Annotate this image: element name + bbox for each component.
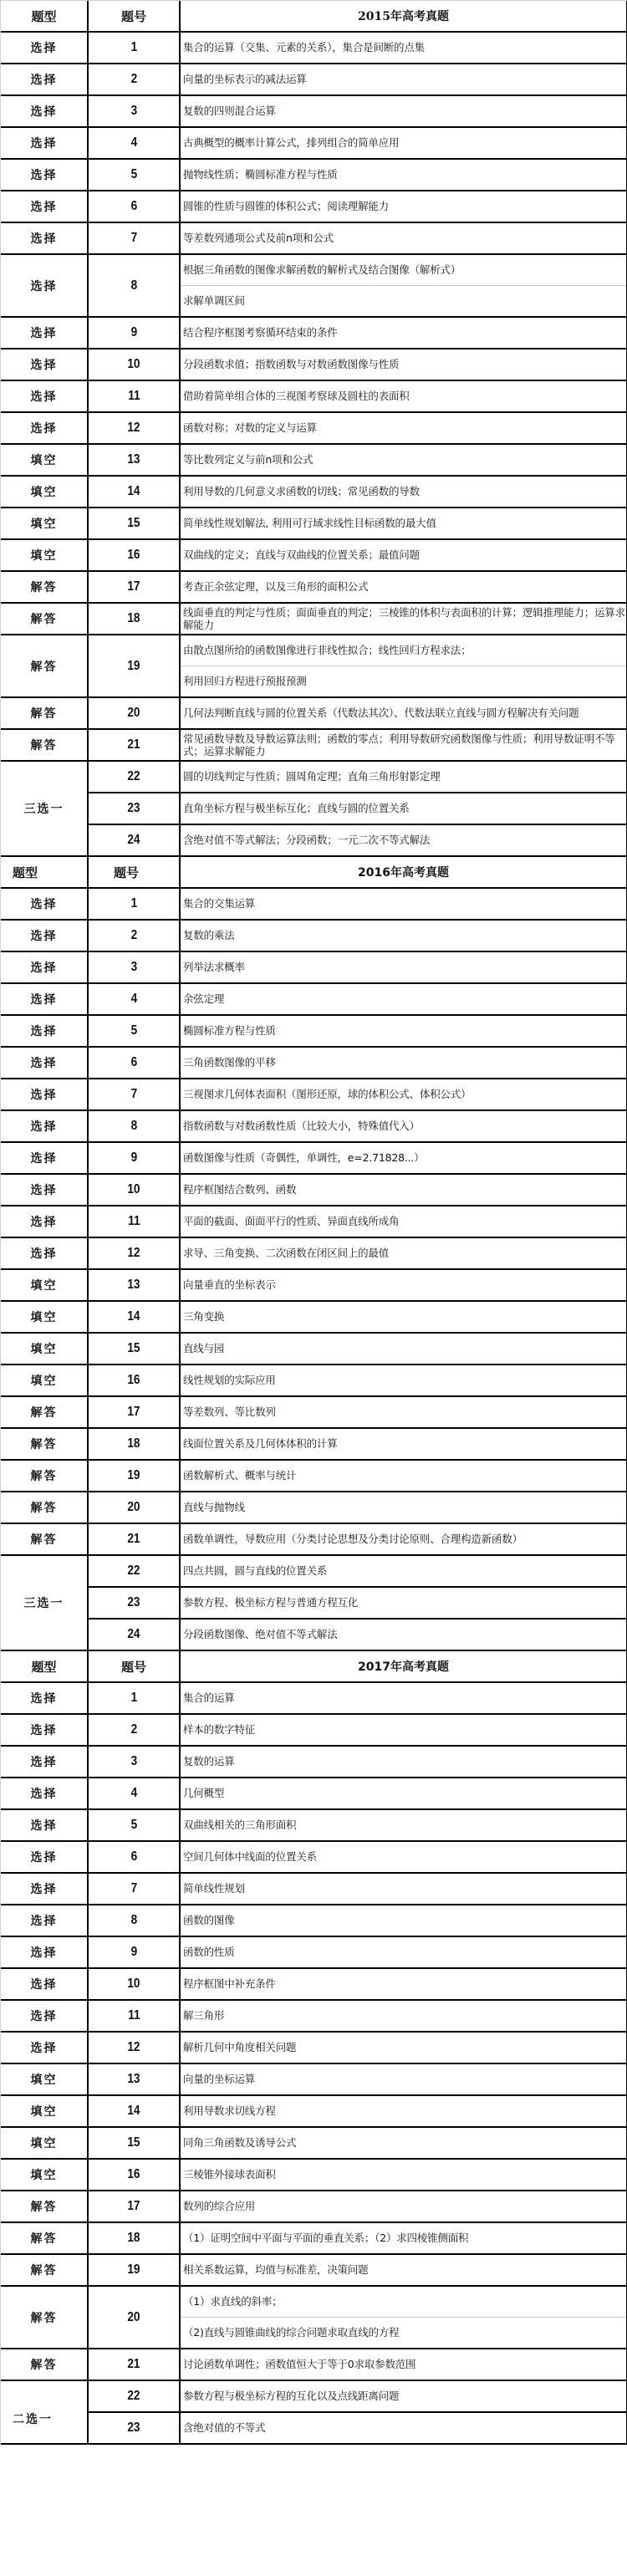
table-row	[1, 2254, 627, 2286]
question-number: 5	[88, 159, 180, 191]
question-number: 13	[88, 1269, 180, 1301]
question-type: 选择	[1, 1174, 88, 1206]
topic-cell[interactable]: 等差数列通项公式及前n项和公式	[180, 222, 627, 254]
question-number: 14	[88, 1301, 180, 1333]
topic-cell[interactable]: 函数的性质	[180, 1936, 627, 1968]
question-type: 选择	[1, 2032, 88, 2063]
question-number: 8	[88, 254, 180, 317]
question-type: 选择	[1, 2000, 88, 2032]
question-number: 20	[88, 697, 180, 729]
topic-cell[interactable]: 参数方程与极坐标方程的互化以及点线距离问题	[180, 2380, 627, 2412]
table-row	[1, 2349, 627, 2380]
question-number: 20	[88, 2286, 180, 2349]
topic-cell[interactable]: 讨论函数单调性；函数值恒大于等于0求取参数范围	[180, 2349, 627, 2380]
table-row	[1, 1396, 627, 1428]
question-type: 填空	[1, 2127, 88, 2159]
question-type: 选择	[1, 222, 88, 254]
question-number: 18	[88, 2222, 180, 2254]
question-number: 22	[88, 2380, 180, 2412]
question-number: 16	[88, 539, 180, 571]
table-row	[1, 476, 627, 508]
question-number: 1	[88, 1682, 180, 1714]
table-row	[1, 1619, 627, 1650]
question-number: 11	[88, 1206, 180, 1237]
table-row	[1, 793, 627, 824]
topic-cell[interactable]: 三视图求几何体表面积（图形还原，球的体积公式、体积公式）	[180, 1079, 627, 1110]
table-row	[1, 508, 627, 539]
table-row	[1, 2191, 627, 2222]
question-number: 20	[88, 1492, 180, 1523]
topic-cell[interactable]: 线面位置关系及几何体体积的计算	[180, 1428, 627, 1460]
table-row	[1, 1492, 627, 1523]
topic-cell[interactable]: 利用导数的几何意义求函数的切线；常见函数的导数	[180, 476, 627, 508]
topic-cell[interactable]: 线面垂直的判定与性质；面面垂直的判定；三棱锥的体积与表面积的计算；逻辑推理能力；运算求解能力	[180, 603, 627, 635]
question-number: 11	[88, 380, 180, 412]
question-number: 14	[88, 476, 180, 508]
topic-cell[interactable]: 结合程序框图考察循环结束的条件	[180, 317, 627, 349]
topic-cell[interactable]: 解三角形	[180, 2000, 627, 2032]
table-row	[1, 1142, 627, 1174]
question-type: 选择	[1, 317, 88, 349]
question-type: 选择	[1, 983, 88, 1015]
topic-cell[interactable]: 样本的数字特征	[180, 1714, 627, 1746]
question-type: 选择	[1, 1746, 88, 1778]
topic-cell[interactable]: 分段函数求值；指数函数与对数函数图像与性质	[180, 349, 627, 380]
question-type: 选择	[1, 127, 88, 159]
section-title: 2015年高考真题	[180, 1, 627, 32]
header-type: 题型	[1, 856, 88, 888]
topic-cell[interactable]: 指数函数与对数函数性质（比较大小，特殊值代入）	[180, 1110, 627, 1142]
table-row	[1, 697, 627, 729]
topic-cell[interactable]: 函数图像与性质（奇偶性，单调性，e=2.71828...）	[180, 1142, 627, 1174]
table-row	[1, 1905, 627, 1936]
question-type: 解答	[1, 2191, 88, 2222]
topic-cell[interactable]: 余弦定理	[180, 983, 627, 1015]
question-type: 选择	[1, 888, 88, 920]
table-row	[1, 1746, 627, 1778]
question-type: 选择	[1, 1809, 88, 1841]
topic-cell[interactable]: 复数的乘法	[180, 920, 627, 951]
question-type: 选择	[1, 380, 88, 412]
topic-cell[interactable]: 平面的截面、面面平行的性质、异面直线所成角	[180, 1206, 627, 1237]
question-number: 12	[88, 1237, 180, 1269]
table-row	[1, 2063, 627, 2095]
topic-cell[interactable]: 双曲线相关的三角形面积	[180, 1809, 627, 1841]
table-row	[1, 349, 627, 380]
question-number: 15	[88, 1333, 180, 1365]
table-row	[1, 1047, 627, 1079]
table-row	[1, 824, 627, 856]
question-type: 选择	[1, 1047, 88, 1079]
question-type: 解答	[1, 1428, 88, 1460]
question-type: 选择	[1, 254, 88, 317]
optional-group-label: 三选一	[1, 761, 88, 856]
question-type: 选择	[1, 349, 88, 380]
table-row	[1, 1968, 627, 2000]
table-row	[1, 1015, 627, 1047]
question-number: 16	[88, 1365, 180, 1396]
topic-cell[interactable]: 空间几何体中线面的位置关系	[180, 1841, 627, 1873]
table-row	[1, 1873, 627, 1905]
question-number: 21	[88, 2349, 180, 2380]
header-num: 题号	[88, 856, 180, 888]
table-row	[1, 1110, 627, 1142]
question-type: 选择	[1, 191, 88, 222]
table-row	[1, 1079, 627, 1110]
topic-cell[interactable]: 向量的坐标运算	[180, 2063, 627, 2095]
question-number: 18	[88, 1428, 180, 1460]
question-type: 选择	[1, 1714, 88, 1746]
topic-cell[interactable]: 四点共圆，圆与直线的位置关系	[180, 1555, 627, 1587]
topic-cell[interactable]: 含绝对值的不等式	[180, 2412, 627, 2444]
question-type: 选择	[1, 1778, 88, 1809]
question-type: 填空	[1, 1269, 88, 1301]
table-row	[1, 2095, 627, 2127]
section-title: 2017年高考真题	[180, 1650, 627, 1682]
question-number: 23	[88, 2412, 180, 2444]
topic-cell[interactable]: 求导、三角变换、二次函数在闭区间上的最值	[180, 1237, 627, 1269]
question-type: 填空	[1, 444, 88, 476]
question-type: 选择	[1, 1015, 88, 1047]
table-row	[1, 64, 627, 95]
question-number: 6	[88, 1047, 180, 1079]
table-row	[1, 2000, 627, 2032]
topic-cell[interactable]: 分段函数图像、绝对值不等式解法	[180, 1619, 627, 1650]
table-row	[1, 1523, 627, 1555]
topic-cell[interactable]: 抛物线性质；椭圆标准方程与性质	[180, 159, 627, 191]
question-type: 选择	[1, 1936, 88, 1968]
question-number: 21	[88, 1523, 180, 1555]
question-type: 填空	[1, 2159, 88, 2191]
topic-cell[interactable]: 简单线性规划	[180, 1873, 627, 1905]
topic-cell[interactable]: 几何法判断直线与圆的位置关系（代数法其次）、代数法联立直线与圆方程解决有关问题	[180, 697, 627, 729]
question-number: 7	[88, 1873, 180, 1905]
table-row	[1, 571, 627, 603]
table-row	[1, 317, 627, 349]
topic-cell[interactable]: 双曲线的定义；直线与双曲线的位置关系；最值问题	[180, 539, 627, 571]
topic-cell-continuation[interactable]: （2)直线与圆锥曲线的综合问题求取直线的方程	[180, 2318, 627, 2349]
topic-cell[interactable]: （1）求直线的斜率；	[180, 2286, 627, 2318]
question-type: 选择	[1, 95, 88, 127]
question-type: 解答	[1, 2286, 88, 2349]
topic-cell[interactable]: 复数的四则混合运算	[180, 95, 627, 127]
question-number: 19	[88, 1460, 180, 1492]
question-type: 解答	[1, 2222, 88, 2254]
question-type: 选择	[1, 1110, 88, 1142]
question-number: 10	[88, 349, 180, 380]
question-number: 2	[88, 920, 180, 951]
table-row	[1, 1333, 627, 1365]
question-type: 解答	[1, 2349, 88, 2380]
topic-cell[interactable]: 考查正余弦定理，以及三角形的面积公式	[180, 571, 627, 603]
question-number: 10	[88, 1174, 180, 1206]
section-header-2015	[1, 1, 627, 32]
question-type: 选择	[1, 159, 88, 191]
table-row	[1, 222, 627, 254]
question-number: 3	[88, 95, 180, 127]
table-row	[1, 2159, 627, 2191]
question-number: 22	[88, 1555, 180, 1587]
topic-cell[interactable]: 参数方程、极坐标方程与普通方程互化	[180, 1587, 627, 1619]
question-type: 填空	[1, 1301, 88, 1333]
topic-cell[interactable]: 程序框图中补充条件	[180, 1968, 627, 2000]
question-type: 解答	[1, 1396, 88, 1428]
question-type: 选择	[1, 32, 88, 64]
question-number: 22	[88, 761, 180, 793]
question-number: 2	[88, 64, 180, 95]
table-row	[1, 2286, 627, 2318]
table-row	[1, 1809, 627, 1841]
table-row	[1, 1714, 627, 1746]
topic-cell[interactable]: 集合的运算（交集、元素的关系），集合是间断的点集	[180, 32, 627, 64]
question-type: 填空	[1, 508, 88, 539]
table-row	[1, 920, 627, 951]
question-number: 6	[88, 191, 180, 222]
question-number: 12	[88, 2032, 180, 2063]
table-row	[1, 1555, 627, 1587]
question-number: 21	[88, 729, 180, 761]
topic-cell[interactable]: 复数的运算	[180, 1746, 627, 1778]
question-type: 解答	[1, 1460, 88, 1492]
topic-cell[interactable]: 相关系数运算，均值与标准差，决策问题	[180, 2254, 627, 2286]
table-row	[1, 1174, 627, 1206]
question-number: 8	[88, 1905, 180, 1936]
topic-cell[interactable]: 函数解析式、概率与统计	[180, 1460, 627, 1492]
question-type: 选择	[1, 1206, 88, 1237]
section-header-2017	[1, 1650, 627, 1682]
topic-cell[interactable]: 函数的图像	[180, 1905, 627, 1936]
question-number: 5	[88, 1015, 180, 1047]
topic-cell[interactable]: 集合的交集运算	[180, 888, 627, 920]
table-row	[1, 2222, 627, 2254]
topic-cell[interactable]: 线性规划的实际应用	[180, 1365, 627, 1396]
question-type: 选择	[1, 1142, 88, 1174]
table-row	[1, 159, 627, 191]
table-row	[1, 1237, 627, 1269]
question-number: 23	[88, 1587, 180, 1619]
question-number: 4	[88, 127, 180, 159]
topic-cell-continuation[interactable]: 利用回归方程进行预报预测	[180, 666, 627, 698]
exam-topics-table	[1, 1, 627, 2445]
table-row	[1, 539, 627, 571]
question-number: 7	[88, 1079, 180, 1110]
section-header-2016	[1, 856, 627, 888]
question-number: 9	[88, 1936, 180, 1968]
question-number: 19	[88, 2254, 180, 2286]
table-row	[1, 2380, 627, 2412]
topic-cell[interactable]: （1）证明空间中平面与平面的垂直关系；（2）求四棱锥侧面积	[180, 2222, 627, 2254]
table-row	[1, 444, 627, 476]
table-row	[1, 1206, 627, 1237]
table-row	[1, 1841, 627, 1873]
table-row	[1, 761, 627, 793]
question-number: 13	[88, 444, 180, 476]
question-number: 13	[88, 2063, 180, 2095]
table-row	[1, 380, 627, 412]
question-number: 19	[88, 635, 180, 697]
question-type: 选择	[1, 951, 88, 983]
question-number: 15	[88, 508, 180, 539]
table-row	[1, 1587, 627, 1619]
question-number: 12	[88, 412, 180, 444]
topic-cell[interactable]: 向量的坐标表示的减法运算	[180, 64, 627, 95]
table-row	[1, 412, 627, 444]
topic-cell[interactable]: 根据三角函数的图像求解函数的解析式及结合图像（解析式）	[180, 254, 627, 286]
question-number: 3	[88, 1746, 180, 1778]
question-type: 解答	[1, 1523, 88, 1555]
topic-cell[interactable]: 含绝对值不等式解法；分段函数；一元二次不等式解法	[180, 824, 627, 856]
question-type: 填空	[1, 2095, 88, 2127]
table-row	[1, 729, 627, 761]
question-type: 填空	[1, 476, 88, 508]
question-type: 解答	[1, 635, 88, 697]
question-number: 24	[88, 1619, 180, 1650]
table-row	[1, 191, 627, 222]
table-row	[1, 1460, 627, 1492]
question-number: 16	[88, 2159, 180, 2191]
topic-cell[interactable]: 常见函数导数及导数运算法则；函数的零点；利用导数研究函数图像与性质；利用导数证明不等式；运算求解能力	[180, 729, 627, 761]
question-type: 选择	[1, 1237, 88, 1269]
question-number: 23	[88, 793, 180, 824]
table-row	[1, 1936, 627, 1968]
question-type: 填空	[1, 539, 88, 571]
table-row	[1, 2412, 627, 2444]
question-number: 14	[88, 2095, 180, 2127]
topic-cell[interactable]: 等差数列、等比数列	[180, 1396, 627, 1428]
topic-cell[interactable]: 同角三角函数及诱导公式	[180, 2127, 627, 2159]
table-row	[1, 254, 627, 286]
question-type: 选择	[1, 1079, 88, 1110]
topic-cell[interactable]: 直线与园	[180, 1333, 627, 1365]
question-type: 填空	[1, 2063, 88, 2095]
question-number: 5	[88, 1809, 180, 1841]
table-row	[1, 95, 627, 127]
table-row	[1, 32, 627, 64]
question-type: 选择	[1, 1682, 88, 1714]
question-number: 7	[88, 222, 180, 254]
topic-cell[interactable]: 三角函数图像的平移	[180, 1047, 627, 1079]
question-number: 4	[88, 1778, 180, 1809]
question-type: 解答	[1, 1492, 88, 1523]
question-number: 10	[88, 1968, 180, 2000]
table-row	[1, 127, 627, 159]
table-row	[1, 1778, 627, 1809]
question-number: 17	[88, 571, 180, 603]
topic-cell[interactable]: 数列的综合应用	[180, 2191, 627, 2222]
topic-cell[interactable]: 等比数列定义与前n项和公式	[180, 444, 627, 476]
question-number: 3	[88, 951, 180, 983]
question-number: 9	[88, 1142, 180, 1174]
question-type: 选择	[1, 1841, 88, 1873]
question-number: 17	[88, 1396, 180, 1428]
table-row	[1, 603, 627, 635]
topic-cell[interactable]: 程序框图结合数列、函数	[180, 1174, 627, 1206]
question-type: 解答	[1, 697, 88, 729]
question-type: 解答	[1, 2254, 88, 2286]
topic-cell[interactable]: 解析几何中角度相关问题	[180, 2032, 627, 2063]
table-row	[1, 951, 627, 983]
topic-cell[interactable]: 简单线性规划解法, 利用可行域求线性目标函数的最大值	[180, 508, 627, 539]
topic-cell[interactable]: 向量垂直的坐标表示	[180, 1269, 627, 1301]
topic-cell[interactable]: 三棱锥外接球表面积	[180, 2159, 627, 2191]
header-num: 题号	[88, 1650, 180, 1682]
topic-cell[interactable]: 列举法求概率	[180, 951, 627, 983]
table-row	[1, 635, 627, 666]
topic-cell[interactable]: 由散点图所给的函数图像进行非线性拟合；线性回归方程求法；	[180, 635, 627, 666]
question-type: 选择	[1, 920, 88, 951]
topic-cell[interactable]: 借助着简单组合体的三视图考察球及圆柱的表面积	[180, 380, 627, 412]
topic-cell[interactable]: 直线与抛物线	[180, 1492, 627, 1523]
topic-cell[interactable]: 集合的运算	[180, 1682, 627, 1714]
question-type: 选择	[1, 1873, 88, 1905]
question-type: 选择	[1, 412, 88, 444]
question-type: 解答	[1, 571, 88, 603]
topic-cell[interactable]: 圆的切线判定与性质；圆周角定理；直角三角形射影定理	[180, 761, 627, 793]
topic-cell[interactable]: 函数单调性，导数应用（分类讨论思想及分类讨论原则、合理构造新函数）	[180, 1523, 627, 1555]
header-num: 题号	[88, 1, 180, 32]
question-number: 6	[88, 1841, 180, 1873]
topic-cell[interactable]: 直角坐标方程与极坐标互化；直线与圆的位置关系	[180, 793, 627, 824]
table-row	[1, 983, 627, 1015]
header-type: 题型	[1, 1650, 88, 1682]
optional-group-label: 二选一	[1, 2380, 88, 2444]
question-type: 填空	[1, 1333, 88, 1365]
topic-cell[interactable]: 几何概型	[180, 1778, 627, 1809]
question-number: 1	[88, 32, 180, 64]
question-number: 2	[88, 1714, 180, 1746]
table-row	[1, 888, 627, 920]
optional-group-label: 三选一	[1, 1555, 88, 1650]
question-type: 选择	[1, 1968, 88, 2000]
table-row	[1, 1682, 627, 1714]
question-type: 解答	[1, 603, 88, 635]
question-type: 填空	[1, 1365, 88, 1396]
table-row	[1, 1269, 627, 1301]
topic-cell[interactable]: 古典概型的概率计算公式，排列组合的简单应用	[180, 127, 627, 159]
topic-cell[interactable]: 利用导数求切线方程	[180, 2095, 627, 2127]
question-number: 17	[88, 2191, 180, 2222]
section-title: 2016年高考真题	[180, 856, 627, 888]
question-number: 4	[88, 983, 180, 1015]
table-row	[1, 2127, 627, 2159]
question-number: 9	[88, 317, 180, 349]
topic-cell[interactable]: 圆锥的性质与圆锥的体积公式；阅读理解能力	[180, 191, 627, 222]
question-type: 解答	[1, 729, 88, 761]
question-number: 18	[88, 603, 180, 635]
question-number: 15	[88, 2127, 180, 2159]
table-row	[1, 2032, 627, 2063]
question-number: 1	[88, 888, 180, 920]
question-number: 11	[88, 2000, 180, 2032]
question-number: 24	[88, 824, 180, 856]
topic-cell[interactable]: 三角变换	[180, 1301, 627, 1333]
header-type: 题型	[1, 1, 88, 32]
table-row	[1, 1301, 627, 1333]
question-number: 8	[88, 1110, 180, 1142]
table-row	[1, 1428, 627, 1460]
question-type: 选择	[1, 1905, 88, 1936]
topic-cell[interactable]: 椭圆标准方程与性质	[180, 1015, 627, 1047]
topic-cell-continuation[interactable]: 求解单调区间	[180, 286, 627, 318]
topic-cell[interactable]: 函数对称；对数的定义与运算	[180, 412, 627, 444]
question-type: 选择	[1, 64, 88, 95]
table-row	[1, 1365, 627, 1396]
